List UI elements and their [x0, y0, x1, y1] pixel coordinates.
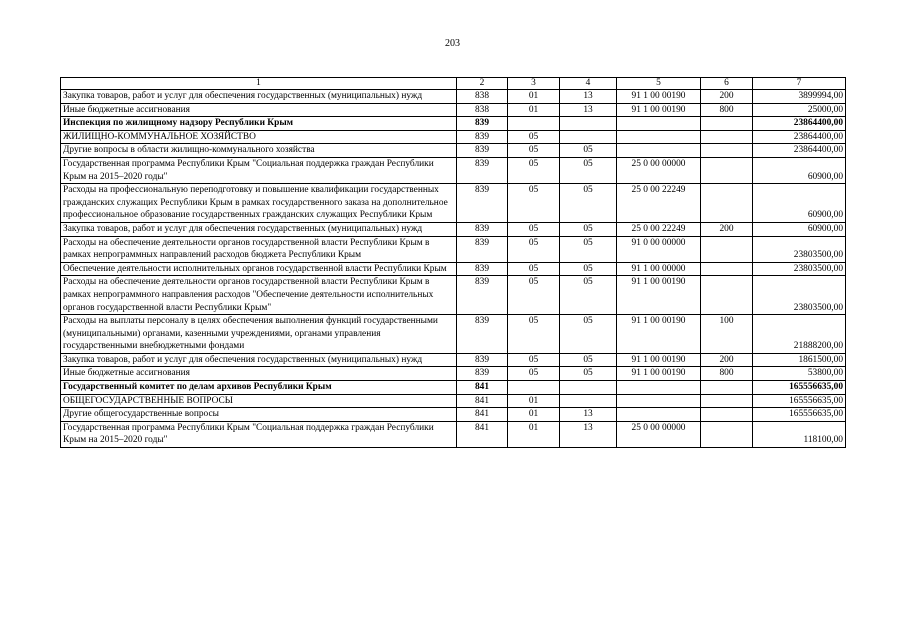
row-subsection-cell: [560, 130, 617, 144]
row-amount-cell: 23864400,00: [753, 144, 846, 158]
table-row: [61, 103, 846, 117]
row-grbs-cell: 839: [457, 130, 508, 144]
row-target-article-cell: 91 1 00 00190: [617, 367, 701, 381]
row-expense-type-cell: 200: [701, 353, 753, 367]
row-expense-type-cell: 800: [701, 367, 753, 381]
row-grbs-cell: 839: [457, 144, 508, 158]
row-expense-type-cell: [701, 184, 753, 223]
row-grbs-cell: 839: [457, 222, 508, 236]
row-expense-type-cell: [701, 157, 753, 183]
row-name-cell: Закупка товаров, работ и услуг для обеспечения государственных (муниципальных) нужд: [61, 90, 457, 104]
row-amount-cell: 165556635,00: [753, 408, 846, 422]
table-row: [61, 117, 846, 131]
row-grbs-cell: 839: [457, 236, 508, 262]
table-row: [61, 367, 846, 381]
row-section-cell: 05: [508, 353, 560, 367]
table-row: [61, 144, 846, 158]
row-grbs-cell: 841: [457, 408, 508, 422]
page-number: 203: [445, 38, 460, 49]
row-amount-cell: 21888200,00: [753, 315, 846, 354]
row-amount-cell: 25000,00: [753, 103, 846, 117]
row-section-cell: 01: [508, 408, 560, 422]
row-expense-type-cell: [701, 236, 753, 262]
row-subsection-cell: 05: [560, 276, 617, 315]
row-subsection-cell: 05: [560, 353, 617, 367]
row-name-cell: Иные бюджетные ассигнования: [61, 103, 457, 117]
table-row: [61, 222, 846, 236]
row-name-cell: Закупка товаров, работ и услуг для обеспечения государственных (муниципальных) нужд: [61, 222, 457, 236]
row-subsection-cell: 05: [560, 222, 617, 236]
row-section-cell: 01: [508, 394, 560, 408]
row-amount-cell: 23864400,00: [753, 130, 846, 144]
table-row: [61, 157, 846, 183]
row-section-cell: 01: [508, 90, 560, 104]
row-amount-cell: 60900,00: [753, 157, 846, 183]
header-cell: 5: [617, 78, 701, 90]
row-section-cell: 01: [508, 421, 560, 447]
table-row: [61, 262, 846, 276]
row-name-cell: ЖИЛИЩНО-КОММУНАЛЬНОЕ ХОЗЯЙСТВО: [61, 130, 457, 144]
row-target-article-cell: [617, 408, 701, 422]
row-subsection-cell: 05: [560, 236, 617, 262]
row-amount-cell: 23803500,00: [753, 262, 846, 276]
row-name-cell: Инспекция по жилищному надзору Республики Крым: [61, 117, 457, 131]
header-cell: 2: [457, 78, 508, 90]
row-amount-cell: 118100,00: [753, 421, 846, 447]
row-grbs-cell: 839: [457, 315, 508, 354]
header-row: [61, 78, 846, 90]
row-name-cell: Государственная программа Республики Крым "Социальная поддержка граждан Республики Крым на 2015–2020 годы": [61, 157, 457, 183]
table-row: [61, 408, 846, 422]
row-target-article-cell: 25 0 00 22249: [617, 184, 701, 223]
row-amount-cell: 60900,00: [753, 222, 846, 236]
header-cell: 3: [508, 78, 560, 90]
row-amount-cell: 165556635,00: [753, 394, 846, 408]
table-row: [61, 130, 846, 144]
row-section-cell: 05: [508, 157, 560, 183]
table-row: [61, 184, 846, 223]
header-cell: 6: [701, 78, 753, 90]
row-expense-type-cell: [701, 408, 753, 422]
table-row: [61, 421, 846, 447]
table-row: [61, 236, 846, 262]
header-cell: 7: [753, 78, 846, 90]
row-name-cell: Обеспечение деятельности исполнительных органов государственной власти Республики Крым: [61, 262, 457, 276]
row-target-article-cell: 25 0 00 22249: [617, 222, 701, 236]
row-name-cell: Расходы на выплаты персоналу в целях обеспечения выполнения функций государственными (муниципальными) органами, казенными учреждениями, органами управления государственными внебюджетными фондами: [61, 315, 457, 354]
row-subsection-cell: 13: [560, 90, 617, 104]
row-amount-cell: 53800,00: [753, 367, 846, 381]
row-expense-type-cell: [701, 262, 753, 276]
row-subsection-cell: 05: [560, 157, 617, 183]
budget-table: [60, 77, 846, 448]
row-section-cell: 05: [508, 184, 560, 223]
row-subsection-cell: [560, 394, 617, 408]
row-subsection-cell: [560, 381, 617, 395]
row-expense-type-cell: 800: [701, 103, 753, 117]
header-cell: 1: [61, 78, 457, 90]
row-section-cell: 05: [508, 144, 560, 158]
row-target-article-cell: [617, 117, 701, 131]
row-grbs-cell: 841: [457, 421, 508, 447]
row-expense-type-cell: 200: [701, 90, 753, 104]
table-row: [61, 90, 846, 104]
row-grbs-cell: 839: [457, 276, 508, 315]
row-name-cell: Иные бюджетные ассигнования: [61, 367, 457, 381]
row-target-article-cell: [617, 144, 701, 158]
row-target-article-cell: 25 0 00 00000: [617, 157, 701, 183]
row-grbs-cell: 839: [457, 184, 508, 223]
row-target-article-cell: 91 1 00 00190: [617, 353, 701, 367]
row-subsection-cell: [560, 117, 617, 131]
row-target-article-cell: [617, 381, 701, 395]
row-grbs-cell: 839: [457, 157, 508, 183]
row-name-cell: Государственный комитет по делам архивов Республики Крым: [61, 381, 457, 395]
row-expense-type-cell: [701, 144, 753, 158]
table-row: [61, 315, 846, 354]
header-cell: 4: [560, 78, 617, 90]
row-expense-type-cell: [701, 117, 753, 131]
table-row: [61, 381, 846, 395]
row-section-cell: [508, 381, 560, 395]
row-section-cell: 05: [508, 262, 560, 276]
row-expense-type-cell: [701, 394, 753, 408]
row-section-cell: 05: [508, 276, 560, 315]
row-amount-cell: 23803500,00: [753, 276, 846, 315]
row-target-article-cell: 91 1 00 00190: [617, 315, 701, 354]
row-name-cell: Другие вопросы в области жилищно-коммунального хозяйства: [61, 144, 457, 158]
row-grbs-cell: 841: [457, 381, 508, 395]
row-grbs-cell: 838: [457, 103, 508, 117]
row-grbs-cell: 838: [457, 90, 508, 104]
row-grbs-cell: 841: [457, 394, 508, 408]
row-grbs-cell: 839: [457, 262, 508, 276]
row-expense-type-cell: [701, 130, 753, 144]
row-amount-cell: 23803500,00: [753, 236, 846, 262]
row-name-cell: Закупка товаров, работ и услуг для обеспечения государственных (муниципальных) нужд: [61, 353, 457, 367]
row-subsection-cell: 05: [560, 367, 617, 381]
row-amount-cell: 1861500,00: [753, 353, 846, 367]
row-section-cell: 05: [508, 130, 560, 144]
row-section-cell: 01: [508, 103, 560, 117]
row-target-article-cell: [617, 130, 701, 144]
row-section-cell: 05: [508, 315, 560, 354]
table-row: [61, 394, 846, 408]
row-expense-type-cell: 200: [701, 222, 753, 236]
row-subsection-cell: 05: [560, 144, 617, 158]
row-target-article-cell: 25 0 00 00000: [617, 421, 701, 447]
row-target-article-cell: 91 1 00 00000: [617, 262, 701, 276]
row-amount-cell: 165556635,00: [753, 381, 846, 395]
row-name-cell: Расходы на профессиональную переподготовку и повышение квалификации государственных гражданских служащих Республики Крым в рамках государственного заказа на дополнительное профессиональное образование государственных гражданских служащих Республики Крым: [61, 184, 457, 223]
row-subsection-cell: 05: [560, 184, 617, 223]
row-name-cell: Расходы на обеспечение деятельности органов государственной власти Республики Крым в рамках непрограммного направления расходов "Обеспечение деятельности исполнительных органов государственной власти Республики Крым": [61, 276, 457, 315]
row-target-article-cell: 91 1 00 00190: [617, 276, 701, 315]
row-subsection-cell: 13: [560, 421, 617, 447]
row-name-cell: Расходы на обеспечение деятельности органов государственной власти Республики Крым в рамках непрограммных направлений расходов бюджета Республики Крым: [61, 236, 457, 262]
row-subsection-cell: 05: [560, 262, 617, 276]
row-name-cell: Другие общегосударственные вопросы: [61, 408, 457, 422]
row-target-article-cell: 91 1 00 00190: [617, 90, 701, 104]
row-section-cell: 05: [508, 222, 560, 236]
row-section-cell: [508, 117, 560, 131]
row-target-article-cell: 91 0 00 00000: [617, 236, 701, 262]
row-grbs-cell: 839: [457, 117, 508, 131]
row-grbs-cell: 839: [457, 367, 508, 381]
row-name-cell: ОБЩЕГОСУДАРСТВЕННЫЕ ВОПРОСЫ: [61, 394, 457, 408]
row-amount-cell: 3899994,00: [753, 90, 846, 104]
row-expense-type-cell: 100: [701, 315, 753, 354]
row-subsection-cell: 05: [560, 315, 617, 354]
row-subsection-cell: 13: [560, 103, 617, 117]
row-expense-type-cell: [701, 381, 753, 395]
row-section-cell: 05: [508, 236, 560, 262]
row-name-cell: Государственная программа Республики Крым "Социальная поддержка граждан Республики Крым на 2015–2020 годы": [61, 421, 457, 447]
table-row: [61, 353, 846, 367]
row-expense-type-cell: [701, 421, 753, 447]
row-grbs-cell: 839: [457, 353, 508, 367]
table-row: [61, 276, 846, 315]
row-subsection-cell: 13: [560, 408, 617, 422]
row-amount-cell: 60900,00: [753, 184, 846, 223]
row-expense-type-cell: [701, 276, 753, 315]
row-amount-cell: 23864400,00: [753, 117, 846, 131]
row-section-cell: 05: [508, 367, 560, 381]
row-target-article-cell: 91 1 00 00190: [617, 103, 701, 117]
row-target-article-cell: [617, 394, 701, 408]
